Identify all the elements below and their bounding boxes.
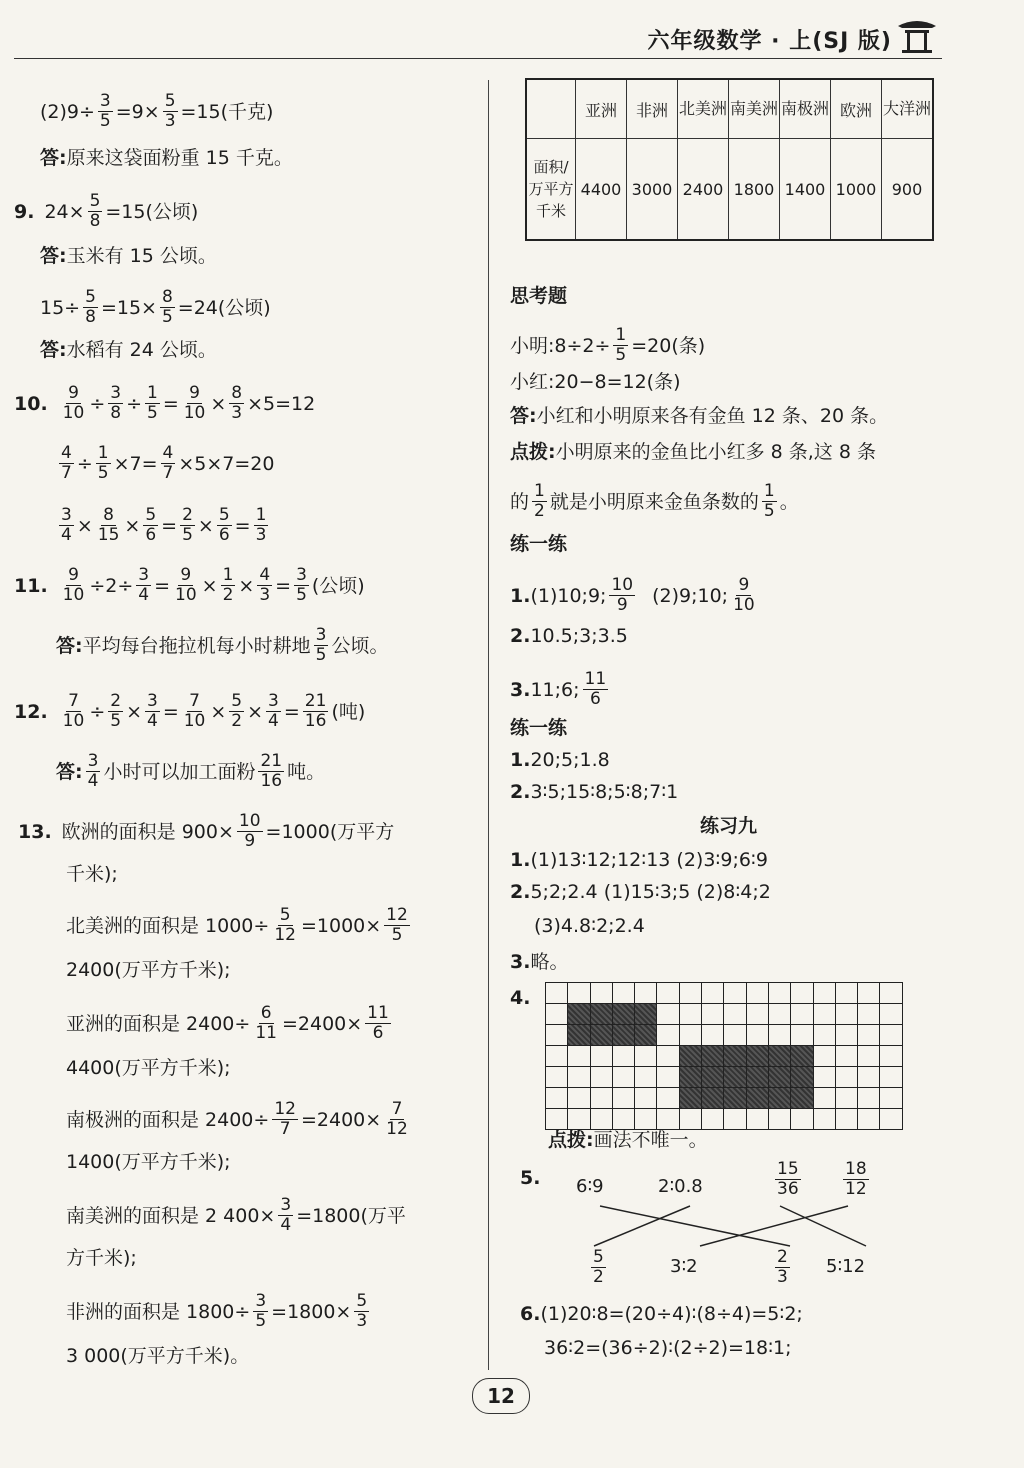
grid-cell bbox=[568, 983, 590, 1004]
grid-cell bbox=[836, 1046, 858, 1067]
grid-cell bbox=[836, 1109, 858, 1130]
grid-cell bbox=[836, 1067, 858, 1088]
grid-cell bbox=[613, 983, 635, 1004]
grid-cell bbox=[591, 1109, 613, 1130]
grid-cell bbox=[613, 1088, 635, 1109]
grid-cell bbox=[814, 1004, 836, 1025]
grid-cell bbox=[880, 983, 902, 1004]
grid-cell bbox=[858, 1109, 880, 1130]
table-row-label: 面积/万平方千米 bbox=[526, 139, 576, 241]
practice-2-item-1: 1. 20;5;1.8 bbox=[510, 749, 610, 771]
grid-cell bbox=[657, 1088, 679, 1109]
table-header-cell: 南极洲 bbox=[780, 79, 831, 139]
grid-cell bbox=[591, 1088, 613, 1109]
grid-cell bbox=[880, 1067, 902, 1088]
problem-13-line-3: 北美洲的面积是 1000÷ $\frac{5}{12}$ =1000× $\frac{12}{5}$ bbox=[66, 905, 408, 945]
grid-cell bbox=[635, 983, 657, 1004]
grid-cell bbox=[546, 1025, 568, 1046]
grid-cell bbox=[747, 1025, 769, 1046]
grid-cell-shaded bbox=[568, 1025, 590, 1046]
grid-cell-shaded bbox=[747, 1046, 769, 1067]
matching-lines bbox=[590, 1200, 870, 1250]
grid-cell bbox=[635, 1109, 657, 1130]
problem-13-line-7: 南极洲的面积是 2400÷ $\frac{12}{7}$ =2400× $\frac{7}{12}$ bbox=[66, 1099, 408, 1139]
fraction: $\frac{10}{9}$ bbox=[238, 811, 261, 851]
problem-13-line-12: 3 000(万平方千米)。 bbox=[66, 1345, 250, 1367]
fraction: $\frac{1}{5}$ bbox=[97, 443, 109, 483]
problem-13-line-2: 千米); bbox=[66, 863, 118, 885]
pavilion-logo-icon bbox=[896, 16, 938, 58]
grid-cell bbox=[657, 983, 679, 1004]
fraction: $\frac{1}{5}$ bbox=[146, 383, 158, 423]
grid-cell bbox=[769, 1109, 791, 1130]
grid-cell bbox=[858, 1046, 880, 1067]
practice-heading-2: 练一练 bbox=[510, 717, 568, 739]
table-cell: 2400 bbox=[678, 139, 729, 241]
fraction: $\frac{21}{16}$ bbox=[260, 751, 283, 791]
grid-cell-shaded bbox=[747, 1067, 769, 1088]
grid-cell bbox=[791, 1109, 813, 1130]
grid-cell bbox=[657, 1046, 679, 1067]
exercise-9-item-6b: 36∶2=(36÷2)∶(2÷2)=18∶1; bbox=[544, 1337, 792, 1359]
grid-cell bbox=[546, 983, 568, 1004]
grid-cell bbox=[858, 1067, 880, 1088]
grid-cell-shaded bbox=[591, 1025, 613, 1046]
think-tip: 点拨: 小明原来的金鱼比小红多 8 条,这 8 条 bbox=[510, 441, 876, 463]
grid-cell bbox=[769, 1004, 791, 1025]
fraction: $\frac{1}{2}$ bbox=[222, 565, 234, 605]
grid-cell bbox=[680, 1109, 702, 1130]
grid-cell bbox=[724, 1025, 746, 1046]
grid-cell-shaded bbox=[680, 1088, 702, 1109]
grid-cell bbox=[635, 1088, 657, 1109]
fraction: $\frac{5}{12}$ bbox=[274, 905, 296, 945]
fraction: $\frac{5}{6}$ bbox=[218, 505, 230, 545]
table-cell: 1000 bbox=[831, 139, 882, 241]
exercise-9-item-3: 3. 略。 bbox=[510, 951, 569, 973]
fraction: $\frac{5}{2}$ bbox=[231, 691, 243, 731]
grid-cell bbox=[880, 1088, 902, 1109]
fraction: $\frac{1}{2}$ bbox=[534, 481, 545, 521]
grid-cell bbox=[568, 1046, 590, 1067]
table-header-cell: 北美洲 bbox=[678, 79, 729, 139]
grid-cell bbox=[814, 1088, 836, 1109]
answer-11: 答: 平均每台拖拉机每小时耕地 $\frac{3}{5}$ 公顷。 bbox=[56, 625, 389, 665]
fraction: $\frac{8}{3}$ bbox=[231, 383, 243, 423]
grid-cell bbox=[591, 983, 613, 1004]
fraction: $\frac{8}{15}$ bbox=[97, 505, 120, 545]
grid-cell bbox=[546, 1046, 568, 1067]
grid-cell bbox=[880, 1025, 902, 1046]
grid-cell bbox=[591, 1067, 613, 1088]
grid-cell bbox=[546, 1088, 568, 1109]
fraction: $\frac{3}{4}$ bbox=[268, 691, 279, 731]
fraction: $\frac{3}{5}$ bbox=[99, 91, 111, 131]
fraction: $\frac{6}{11}$ bbox=[255, 1003, 277, 1043]
grid-cell bbox=[635, 1046, 657, 1067]
grid-cell-shaded bbox=[680, 1046, 702, 1067]
grid-cell bbox=[814, 1067, 836, 1088]
header-rule bbox=[14, 58, 942, 59]
fraction: $\frac{5}{3}$ bbox=[164, 91, 176, 131]
fraction: $\frac{9}{10}$ bbox=[62, 383, 85, 423]
grid-cell bbox=[568, 1109, 590, 1130]
practice-heading-1: 练一练 bbox=[510, 533, 568, 555]
match-top-2: 2∶0.8 bbox=[658, 1176, 703, 1197]
grid-cell bbox=[836, 1088, 858, 1109]
fraction: $\frac{3}{4}$ bbox=[61, 505, 72, 545]
problem-9-line-2: 15÷ $\frac{5}{8}$ =15× $\frac{8}{5}$ =24(公顷) bbox=[40, 287, 271, 327]
fraction: $\frac{5}{8}$ bbox=[89, 191, 101, 231]
grid-cell-shaded bbox=[747, 1088, 769, 1109]
grid-cell-shaded bbox=[591, 1004, 613, 1025]
practice-1-item-2: 2. 10.5;3;3.5 bbox=[510, 625, 628, 647]
grid-cell bbox=[791, 983, 813, 1004]
fraction: $\frac{3}{4}$ bbox=[138, 565, 150, 605]
fraction: $\frac{3}{5}$ bbox=[296, 565, 307, 605]
practice-1-item-3: 3. 11;6; $\frac{11}{6}$ bbox=[510, 669, 607, 709]
problem-10-line-3: $\frac{3}{4}$ × $\frac{8}{15}$ × $\frac{5}{6}$ = $\frac{2}{5}$ × $\frac{5}{6}$ = $\frac{1}{3}$ bbox=[61, 505, 267, 545]
fraction: $\frac{3}{5}$ bbox=[315, 625, 327, 665]
problem-9: 9. 24× $\frac{5}{8}$ =15(公顷) bbox=[14, 191, 199, 231]
problem-13-line-9: 南美洲的面积是 2 400× $\frac{3}{4}$ =1800(万平 bbox=[66, 1195, 406, 1235]
match-bottom-3: $\frac{2}{3}$ bbox=[777, 1247, 788, 1287]
grid-cell bbox=[836, 1025, 858, 1046]
grid-cell bbox=[657, 1004, 679, 1025]
grid-cell bbox=[702, 1109, 724, 1130]
grid-cell bbox=[880, 1109, 902, 1130]
fraction: $\frac{21}{16}$ bbox=[304, 691, 327, 731]
grid-cell bbox=[747, 1004, 769, 1025]
grid-cell bbox=[858, 983, 880, 1004]
grid-cell bbox=[657, 1067, 679, 1088]
table-cell: 900 bbox=[882, 139, 934, 241]
fraction: $\frac{11}{6}$ bbox=[584, 669, 607, 709]
fraction: $\frac{9}{10}$ bbox=[183, 383, 206, 423]
exercise-9-item-4-tip: 点拨: 画法不唯一。 bbox=[548, 1129, 708, 1151]
grid-cell bbox=[546, 1004, 568, 1025]
exercise-9-item-1: 1. (1)13∶12;12∶13 (2)3∶9;6∶9 bbox=[510, 849, 768, 871]
grid-cell bbox=[814, 983, 836, 1004]
grid-cell-shaded bbox=[702, 1046, 724, 1067]
continent-area-table bbox=[525, 78, 934, 241]
think-line-1: 小明:8÷2÷ $\frac{1}{5}$ =20(条) bbox=[510, 325, 706, 365]
fraction: $\frac{4}{7}$ bbox=[61, 443, 72, 483]
fraction: $\frac{12}{7}$ bbox=[274, 1099, 296, 1139]
grid-cell-shaded bbox=[791, 1088, 813, 1109]
grid-cell bbox=[814, 1046, 836, 1067]
fraction: $\frac{4}{3}$ bbox=[259, 565, 271, 605]
grid-cell-shaded bbox=[702, 1088, 724, 1109]
grid-cell-shaded bbox=[724, 1088, 746, 1109]
fraction: $\frac{7}{10}$ bbox=[62, 691, 85, 731]
grid-cell-shaded bbox=[635, 1004, 657, 1025]
table-header-cell: 非洲 bbox=[627, 79, 678, 139]
grid-cell bbox=[702, 1025, 724, 1046]
match-bottom-4: 5∶12 bbox=[826, 1256, 866, 1277]
grid-cell bbox=[836, 1004, 858, 1025]
grid-cell bbox=[858, 1025, 880, 1046]
problem-10-line-2: $\frac{4}{7}$ ÷ $\frac{1}{5}$ × 7 = $\frac{4}{7}$ × 5 ×7=20 bbox=[61, 443, 275, 483]
grid-cell bbox=[836, 983, 858, 1004]
practice-2-item-2: 2. 3∶5;15∶8;5∶8;7∶1 bbox=[510, 781, 679, 803]
table-header-row bbox=[526, 79, 933, 139]
exercise-9-item-4-number: 4. bbox=[510, 987, 531, 1009]
table-cell: 1400 bbox=[780, 139, 831, 241]
grid-cell bbox=[613, 1046, 635, 1067]
grid-cell-shaded bbox=[613, 1025, 635, 1046]
problem-13-line-8: 1400(万平方千米); bbox=[66, 1151, 231, 1173]
grid-cell bbox=[546, 1109, 568, 1130]
grid-cell bbox=[702, 1004, 724, 1025]
answer-9a: 答: 玉米有 15 公顷。 bbox=[40, 245, 217, 267]
problem-13-line-4: 2400(万平方千米); bbox=[66, 959, 231, 981]
grid-cell-shaded bbox=[702, 1067, 724, 1088]
problem-13-line-1: 13. 欧洲的面积是 900× $\frac{10}{9}$ =1000(万平方 bbox=[18, 811, 395, 851]
fraction: $\frac{3}{4}$ bbox=[280, 1195, 292, 1235]
fraction: $\frac{1}{5}$ bbox=[763, 481, 775, 521]
fraction: $\frac{1}{5}$ bbox=[615, 325, 627, 365]
grid-cell bbox=[858, 1088, 880, 1109]
grid-cell bbox=[791, 1025, 813, 1046]
answer-12: 答: $\frac{3}{4}$ 小时可以加工面粉 $\frac{21}{16}$ 吨。 bbox=[56, 751, 326, 791]
fraction: $\frac{9}{10}$ bbox=[733, 575, 755, 615]
exercise-9-item-5-number: 5. bbox=[520, 1167, 541, 1189]
column-divider bbox=[488, 80, 489, 1370]
answer-9b: 答: 水稻有 24 公顷。 bbox=[40, 339, 217, 361]
grid-cell bbox=[769, 983, 791, 1004]
grid-cell-shaded bbox=[724, 1046, 746, 1067]
grid-cell bbox=[680, 1004, 702, 1025]
think-line-2: 小红:20−8=12(条) bbox=[510, 371, 681, 393]
fraction: $\frac{9}{10}$ bbox=[62, 565, 85, 605]
grid-cell bbox=[747, 1109, 769, 1130]
fraction: $\frac{2}{5}$ bbox=[110, 691, 122, 731]
grid-cell bbox=[546, 1067, 568, 1088]
grid-cell bbox=[880, 1004, 902, 1025]
fraction: $\frac{4}{7}$ bbox=[162, 443, 174, 483]
match-bottom-1: $\frac{5}{2}$ bbox=[593, 1247, 604, 1287]
fraction: $\frac{7}{12}$ bbox=[386, 1099, 408, 1139]
think-tip-2: 的 $\frac{1}{2}$ 就是小明原来金鱼条数的 $\frac{1}{5}$ 。 bbox=[510, 481, 799, 521]
shaded-grid-diagram bbox=[545, 982, 903, 1130]
grid-cell-shaded bbox=[769, 1088, 791, 1109]
exercise-9-item-6: 6. (1)20∶8=(20÷4)∶(8÷4)=5∶2; bbox=[520, 1303, 803, 1325]
grid-cell bbox=[814, 1109, 836, 1130]
table-row bbox=[526, 139, 933, 241]
grid-cell-shaded bbox=[791, 1067, 813, 1088]
exercise-9-item-2b: (3)4.8∶2;2.4 bbox=[534, 915, 645, 937]
grid-cell bbox=[680, 1025, 702, 1046]
fraction: $\frac{3}{5}$ bbox=[255, 1291, 267, 1331]
grid-cell bbox=[724, 1004, 746, 1025]
grid-cell bbox=[657, 1025, 679, 1046]
grid-cell bbox=[591, 1046, 613, 1067]
problem-13-line-5: 亚洲的面积是 2400÷ $\frac{6}{11}$ =2400× $\frac{11}{6}$ bbox=[66, 1003, 389, 1043]
grid-cell bbox=[568, 1067, 590, 1088]
grid-cell bbox=[880, 1046, 902, 1067]
grid-cell bbox=[702, 983, 724, 1004]
page-number: 12 bbox=[472, 1378, 530, 1414]
fraction: $\frac{7}{10}$ bbox=[183, 691, 206, 731]
table-cell: 3000 bbox=[627, 139, 678, 241]
fraction: $\frac{5}{8}$ bbox=[85, 287, 96, 327]
problem-10-line-1: 10. $\frac{9}{10}$ ÷ $\frac{3}{8}$ ÷ $\frac{1}{5}$ = $\frac{9}{10}$ × $\frac{8}{3}$ ×5=12 bbox=[14, 383, 316, 423]
exercise-9-item-2: 2. 5;2;2.4 (1)15∶3;5 (2)8∶4;2 bbox=[510, 881, 771, 903]
problem-13-line-6: 4400(万平方千米); bbox=[66, 1057, 231, 1079]
grid-cell-shaded bbox=[680, 1067, 702, 1088]
fraction: $\frac{5}{3}$ bbox=[356, 1291, 368, 1331]
grid-cell bbox=[613, 1067, 635, 1088]
fraction: $\frac{8}{5}$ bbox=[161, 287, 173, 327]
grid-cell bbox=[858, 1004, 880, 1025]
table-header-cell: 亚洲 bbox=[576, 79, 627, 139]
problem-13-line-10: 方千米); bbox=[66, 1247, 137, 1269]
fraction: $\frac{12}{5}$ bbox=[386, 905, 408, 945]
think-heading: 思考题 bbox=[510, 285, 568, 307]
problem-13-line-11: 非洲的面积是 1800÷ $\frac{3}{5}$ =1800× $\frac{5}{3}$ bbox=[66, 1291, 368, 1331]
match-top-3: $\frac{15}{36}$ bbox=[777, 1159, 799, 1199]
fraction: $\frac{10}{9}$ bbox=[611, 575, 634, 615]
grid-cell bbox=[635, 1067, 657, 1088]
table-cell: 1800 bbox=[729, 139, 780, 241]
problem-12: 12. $\frac{7}{10}$ ÷ $\frac{2}{5}$ × $\frac{3}{4}$ = $\frac{7}{10}$ × $\frac{5}{2}$ × $\frac{3}{4}$ = $\frac{21}{16}$ (吨) bbox=[14, 691, 366, 731]
grid-cell-shaded bbox=[769, 1046, 791, 1067]
table-header-cell: 欧洲 bbox=[831, 79, 882, 139]
grid-cell bbox=[769, 1025, 791, 1046]
grid-cell bbox=[724, 1109, 746, 1130]
grid-cell bbox=[657, 1109, 679, 1130]
problem-8-line-2: (2)9÷ $\frac{3}{5}$ =9× $\frac{5}{3}$ =15(千克) bbox=[40, 91, 274, 131]
fraction: $\frac{3}{4}$ bbox=[146, 691, 158, 731]
problem-11: 11. $\frac{9}{10}$ ÷2÷ $\frac{3}{4}$ = $\frac{9}{10}$ × $\frac{1}{2}$ × $\frac{4}{3}$ = $\frac{3}{5}$ (公顷) bbox=[14, 565, 365, 605]
fraction: $\frac{3}{4}$ bbox=[87, 751, 99, 791]
grid-cell bbox=[613, 1109, 635, 1130]
grid-cell-shaded bbox=[613, 1004, 635, 1025]
practice-1-item-1: 1. (1)10;9; $\frac{10}{9}$ (2)9;10; $\frac{9}{10}$ bbox=[510, 575, 755, 615]
grid-cell bbox=[724, 983, 746, 1004]
fraction: $\frac{2}{5}$ bbox=[182, 505, 193, 545]
grid-cell-shaded bbox=[635, 1025, 657, 1046]
table-header-cell: 南美洲 bbox=[729, 79, 780, 139]
table-corner-cell bbox=[526, 79, 576, 139]
grid-cell bbox=[814, 1025, 836, 1046]
page-title: 六年级数学 · 上(SJ 版) bbox=[647, 29, 892, 54]
answer-8: 答: 原来这袋面粉重 15 千克。 bbox=[40, 147, 293, 169]
page-header bbox=[0, 0, 1024, 62]
grid-cell-shaded bbox=[769, 1067, 791, 1088]
table-header-cell: 大洋洲 bbox=[882, 79, 934, 139]
grid-cell bbox=[791, 1004, 813, 1025]
match-top-1: 6∶9 bbox=[576, 1176, 604, 1197]
match-bottom-2: 3∶2 bbox=[670, 1256, 698, 1277]
match-top-4: $\frac{18}{12}$ bbox=[845, 1159, 867, 1199]
grid-cell bbox=[568, 1088, 590, 1109]
grid-cell-shaded bbox=[568, 1004, 590, 1025]
table-cell: 4400 bbox=[576, 139, 627, 241]
grid-cell-shaded bbox=[791, 1046, 813, 1067]
exercise-9-heading: 练习九 bbox=[700, 815, 758, 837]
think-answer: 答: 小红和小明原来各有金鱼 12 条、20 条。 bbox=[510, 405, 889, 427]
fraction: $\frac{9}{10}$ bbox=[175, 565, 197, 605]
grid-cell-shaded bbox=[724, 1067, 746, 1088]
fraction: $\frac{1}{3}$ bbox=[255, 505, 267, 545]
grid-cell bbox=[680, 983, 702, 1004]
fraction: $\frac{3}{8}$ bbox=[110, 383, 122, 423]
fraction: $\frac{11}{6}$ bbox=[367, 1003, 389, 1043]
fraction: $\frac{5}{6}$ bbox=[145, 505, 157, 545]
grid-cell bbox=[747, 983, 769, 1004]
